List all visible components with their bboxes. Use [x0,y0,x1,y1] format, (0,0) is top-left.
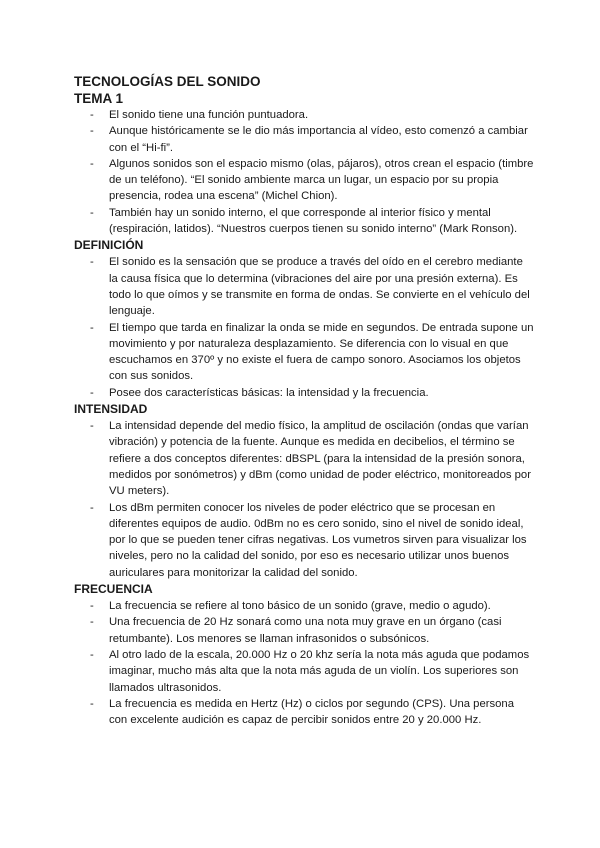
list-item-text: El tiempo que tarda en finalizar la onda se mide en segundos. De entrada supone un movimiento y por naturaleza desplazamiento. Se diferencia con lo visual en que escuchamos en 370º y no existe el fuera de campo sonoro. Asociamos los objetos con sus sonidos. [109,321,534,383]
definicion-list [74,254,534,401]
list-item [74,385,534,401]
section-definicion [74,237,534,401]
section-frecuencia [74,581,534,728]
bullet-dash: - [90,697,94,710]
section-heading-definicion: DEFINICIÓN [74,238,144,253]
list-item [74,614,534,647]
list-item [74,107,534,123]
list-item-text: Algunos sonidos son el espacio mismo (olas, pájaros), otros crean el espacio (timbre de un teléfono). “El sonido ambiente marca un lugar, un espacio por su propia presencia, rodea una escena” (Michel Chion). [109,157,534,203]
list-item [74,598,534,614]
list-item-text: Los dBm permiten conocer los niveles de poder eléctrico que se procesan en diferentes equipos de audio. 0dBm no es cero sonido, sino el nivel de sonido ideal, por lo que se pueden tener cifras negativas. Los vumetros sirven para visualizar los niveles, pero no la calidad del sonido, por eso es necesario utilizar unos buenos auriculares para monitorizar la calidad del sonido. [109,501,527,579]
list-item-text: La frecuencia es medida en Hertz (Hz) o ciclos por segundo (CPS). Una persona con excelente audición es capaz de percibir sonidos entre 20 y 20.000 Hz. [109,697,514,727]
list-item-text: Posee dos características básicas: la intensidad y la frecuencia. [109,386,429,399]
list-item [74,418,534,499]
document-title: TECNOLOGÍAS DEL SONIDO [74,74,261,89]
list-item [74,123,534,156]
list-item-text: Una frecuencia de 20 Hz sonará como una nota muy grave en un órgano (casi retumbante). Los menores se llaman infrasonidos o subsónicos. [109,616,502,645]
list-item-text: El sonido tiene una función puntuadora. [109,109,309,121]
list-item [74,254,534,319]
bullet-dash: - [90,648,94,661]
document-content [74,73,534,728]
list-item [74,696,534,729]
bullet-dash: - [90,256,94,269]
bullet-dash: - [90,386,94,399]
list-item [74,156,534,205]
bullet-dash: - [90,125,94,138]
list-item-text: Aunque históricamente se le dio más importancia al vídeo, esto comenzó a cambiar con el “Hi-fi”. [109,125,528,154]
list-item [74,205,534,238]
document-subtitle: TEMA 1 [74,91,124,106]
bullet-dash: - [90,616,94,629]
list-item-text: La intensidad depende del medio físico, la amplitud de oscilación (ondas que varían vibración) y potencia de la fuente. Aunque es medida en decibelios, el término se refiere a dos conceptos diferentes: dBSPL (para la intensidad de la presión sonora, medidos por sonómetros) y dBm (como unidad de poder eléctrico, monitoreados por VU meters). [109,420,531,498]
section-intro [74,107,534,237]
list-item [74,500,534,581]
bullet-dash: - [90,501,94,514]
intensidad-list [74,418,534,581]
list-item-text: Al otro lado de la escala, 20.000 Hz o 20 khz sería la nota más aguda que podamos imaginar, mucho más alta que la nota más aguda de un violín. Los superiores son llamados ultrasonidos. [109,648,530,694]
section-heading-frecuencia: FRECUENCIA [74,582,153,597]
section-intensidad [74,401,534,581]
bullet-dash: - [90,109,94,121]
list-item-text: La frecuencia se refiere al tono básico de un sonido (grave, medio o agudo). [109,600,491,613]
bullet-dash: - [90,157,94,170]
list-item-text: También hay un sonido interno, el que corresponde al interior físico y mental (respiración, latidos). “Nuestros cuerpos tienen su sonido interno” (Mark Ronson). [109,206,518,236]
bullet-dash: - [90,600,94,613]
bullet-dash: - [90,321,94,334]
frecuencia-list [74,598,534,728]
list-item [74,320,534,385]
list-item [74,647,534,696]
section-heading-intensidad: INTENSIDAD [74,402,148,417]
bullet-dash: - [90,206,94,219]
list-item-text: El sonido es la sensación que se produce a través del oído en el cerebro mediante la causa física que lo determina (vibraciones del aire por una presión externa). Es todo lo que oímos y se transmite en forma de ondas. Se convierte en el vehículo del lenguaje. [109,256,530,318]
bullet-dash: - [90,420,94,433]
intro-list [74,107,534,237]
